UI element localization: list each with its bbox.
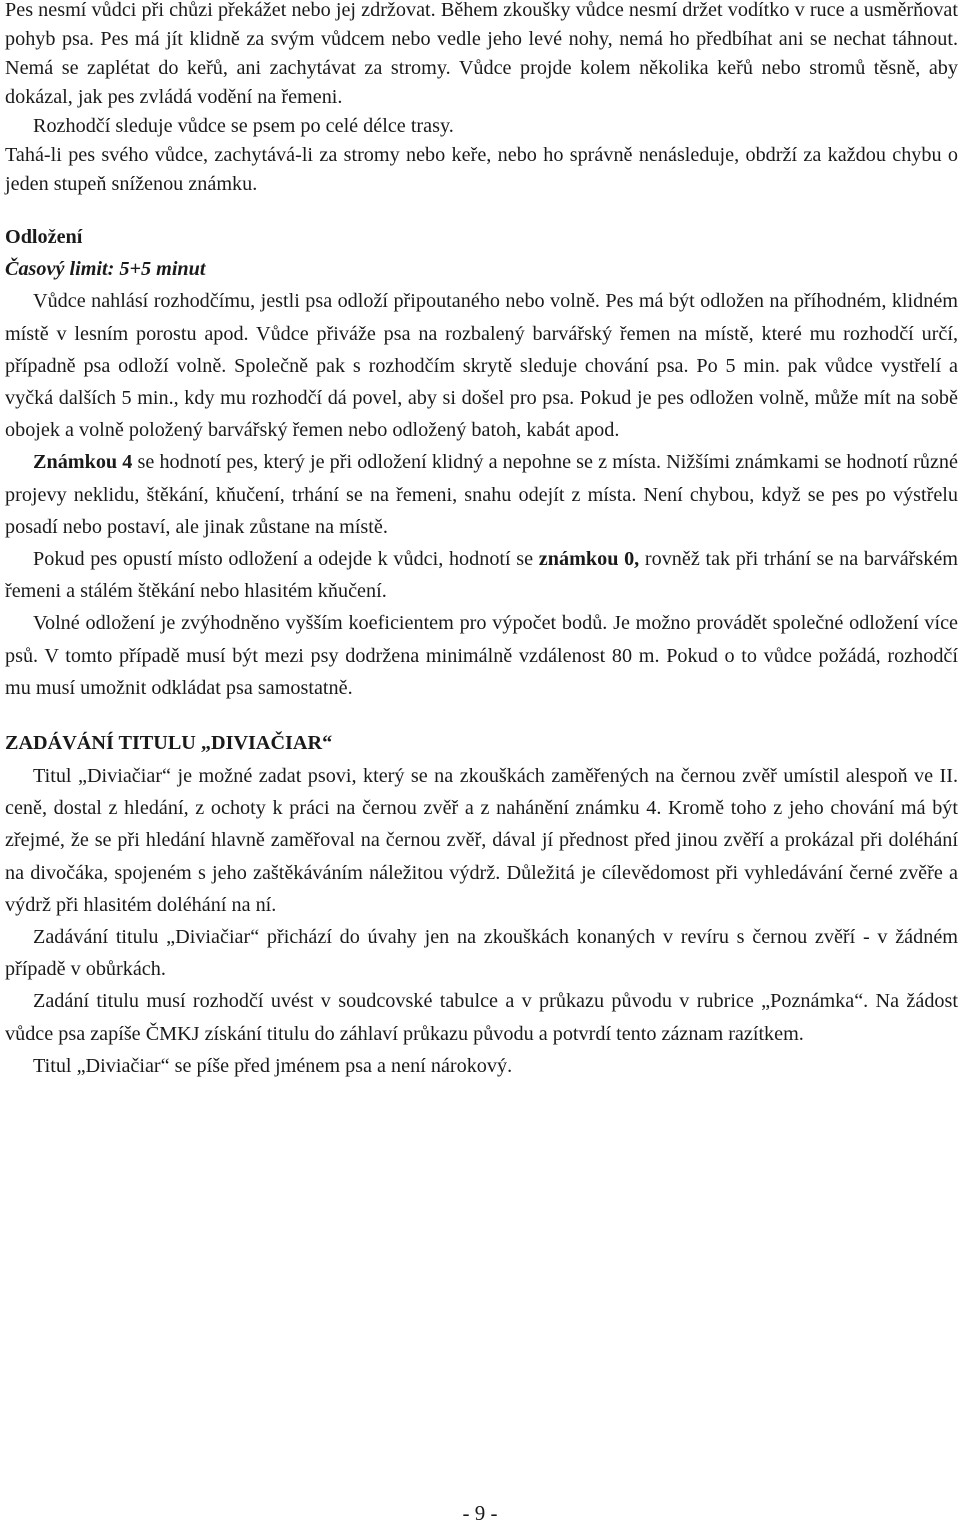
document-page <box>5 0 958 1082</box>
diviaciar-paragraph-2: Zadávání titulu „Diviačiar“ přichází do úvahy jen na zkouškách konaných v revíru s černou zvěří - v žádném případě v obůrkách. <box>5 926 958 981</box>
odlozeni-paragraph-2-text: se hodnotí pes, který je při odložení klidný a nepohne se z místa. Nižšími známkami se hodnotí různé projevy neklidu, štěkání, kňučení, trhání se na řemeni, snahu odejít z místa. Není chybou, když se pes po výstřelu posadí nebo postaví, ale jinak zůstane na místě. <box>5 451 958 538</box>
odlozeni-paragraph-2 <box>5 446 958 543</box>
section-title-diviaciar: ZADÁVÁNÍ TITULU „DIVIAČIAR“ <box>5 732 333 755</box>
diviaciar-paragraph-3: Zadání titulu musí rozhodčí uvést v soudcovské tabulce a v průkazu původu v rubrice „Poznámka“. Na žádost vůdce psa zapíše ČMKJ získání titulu do záhlaví průkazu původu a potvrdí tento záznam razítkem. <box>5 990 958 1045</box>
diviaciar-paragraph-4: Titul „Diviačiar“ se píše před jménem psa a není nárokový. <box>33 1054 513 1077</box>
page-number: - 9 - <box>462 1501 498 1525</box>
odlozeni-paragraph-4: Volné odložení je zvýhodněno vyšším koeficientem pro výpočet bodů. Je možno provádět společné odložení více psů. V tomto případě musí být mezi psy dodržena minimálně vzdálenost 80 m. Pokud o to vůdce požádá, rozhodčí mu musí umožnit odkládat psa samostatně. <box>5 612 958 699</box>
grade-4-label: Známkou 4 <box>33 451 133 474</box>
grade-0-label: známkou 0, <box>538 548 640 571</box>
odlozeni-paragraph-3 <box>5 543 958 607</box>
diviaciar-paragraph-1: Titul „Diviačiar“ je možné zadat psovi, který se na zkouškách zaměřených na černou zvěř umístil alespoň ve II. ceně, dostal z hledání, z ochoty k práci na černou zvěř a z nahánění známku 4. Kromě toho z jeho chování má být zřejmé, že se při hledání hlavně zaměřoval na černou zvěř, dával jí přednost před jinou zvěří a prokázal při doléhání na divočáka, spojeném s jeho zaštěkáváním náležitou výdrž. Důležitá je cílevědomost při vyhledávání černé zvěře a výdrž při hlasitém doléhání na ní. <box>5 765 958 916</box>
section-heading-odlozeni: Odložení <box>5 226 83 248</box>
odlozeni-paragraph-3-start: Pokud pes opustí místo odložení a odejde k vůdci, hodnotí se <box>33 548 539 571</box>
intro-paragraph-2: Rozhodčí sleduje vůdce se psem po celé délce trasy. <box>33 115 454 137</box>
intro-paragraph-1: Pes nesmí vůdci při chůzi překážet nebo jej zdržovat. Během zkoušky vůdce nesmí držet vodítko v ruce a usměrňovat pohyb psa. Pes má jít klidně za svým vůdcem nebo vedle jeho levé nohy, nemá ho předbíhat ani se nechat táhnout. Nemá se zaplétat do keřů, ani zachytávat za stromy. Vůdce projde kolem několika keřů nebo stromů těsně, aby dokázal, jak pes zvládá vodění na řemeni. <box>5 0 958 108</box>
time-limit: Časový limit: 5+5 minut <box>5 258 206 281</box>
odlozeni-paragraph-3-text: rovněž tak při trhání se na barvářském řemeni a stálém štěkání nebo hlasitém kňučení. <box>5 548 958 603</box>
odlozeni-paragraph-1: Vůdce nahlásí rozhodčímu, jestli psa odloží připoutaného nebo volně. Pes má být odložen na příhodném, klidném místě v lesním porostu apod. Vůdce přiváže psa na rozbalený barvářský řemen na místě, které mu rozhodčí určí, případně psa odloží volně. Společně pak s rozhodčím skrytě sleduje chování psa. Po 5 min. pak vůdce vystřelí a vyčká dalších 5 min., kdy mu rozhodčí dá povel, aby si došel pro psa. Pokud je pes odložen volně, může mít na sobě obojek a volně položený barvářský řemen nebo odložený batoh, kabát apod. <box>5 290 958 442</box>
intro-paragraph-3: Tahá-li pes svého vůdce, zachytává-li za stromy nebo keře, nebo ho správně nenásleduje, obdrží za každou chybu o jeden stupeň sníženou známku. <box>5 144 958 195</box>
